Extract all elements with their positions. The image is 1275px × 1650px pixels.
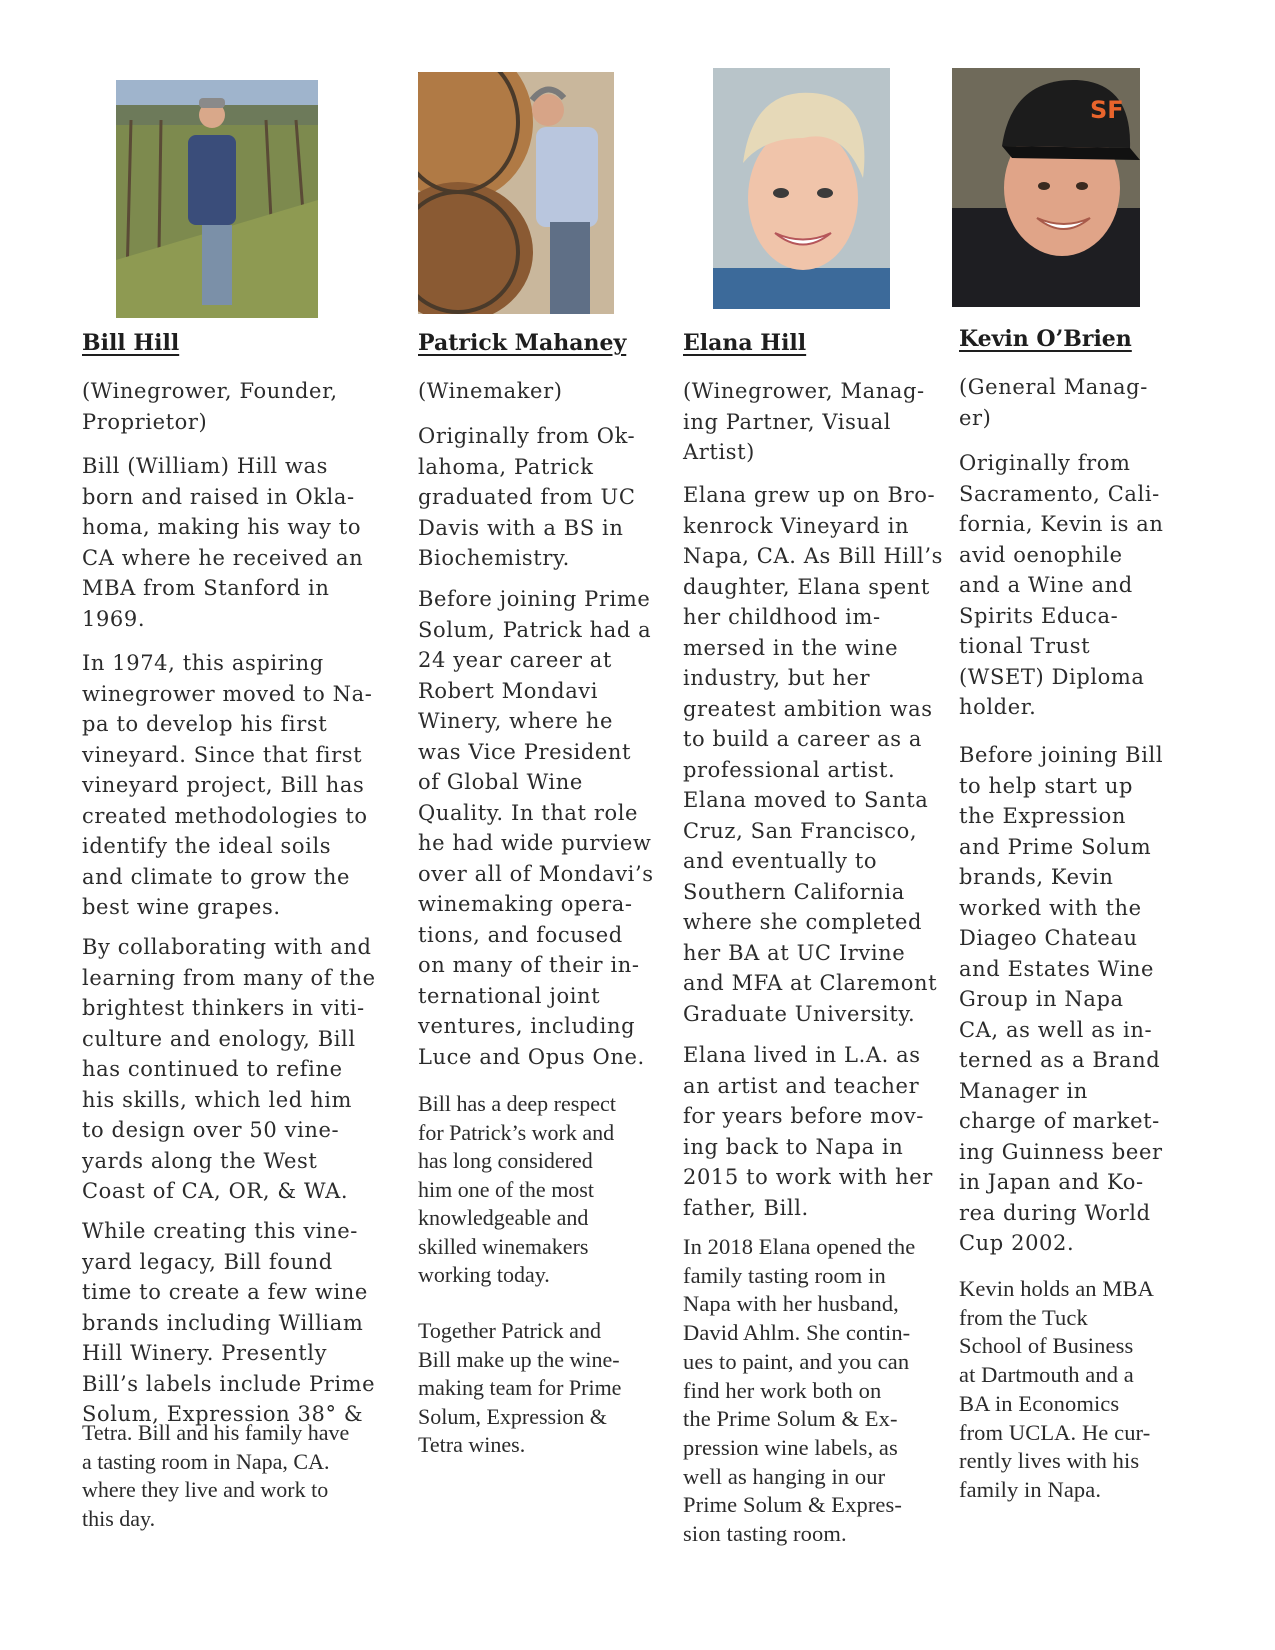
- elana-hill-bio-1: Elana grew up on Bro- kenrock Vineyard in Napa, CA. As Bill Hill’s daughter, Elana spent her childhood im- mersed in the wine industry, but her greatest ambition was to build a career as a professional artist. Elana moved to Santa Cruz, San Francisco, and eventually to Southern California where she completed her BA at UC Irvine and MFA at Claremont Graduate University.: [683, 483, 943, 1026]
- bill-hill-role: (Winegrower, Founder, Proprietor): [82, 379, 338, 434]
- patrick-mahaney-photo: [418, 72, 614, 314]
- person-name-elana-hill: Elana Hill: [683, 330, 807, 356]
- bill-hill-bio-4: While creating this vine- yard legacy, Bill found time to create a few wine brands including William Hill Winery. Presently Bill’s labels include Prime Solum, Expression 38° &: [82, 1219, 376, 1426]
- kevin-obrien-bio-1: Originally from Sacramento, Cali- fornia, Kevin is an avid oenophile and a Wine and Spirits Educa- tional Trust (WSET) Diploma holder.: [959, 451, 1164, 719]
- kevin-obrien-bio-3: Kevin holds an MBA from the Tuck School of Business at Dartmouth and a BA in Economics from UCLA. He cur- rently lives with his family in Napa.: [959, 1276, 1154, 1502]
- patrick-mahaney-bio-2: Before joining Prime Solum, Patrick had a 24 year career at Robert Mondavi Winery, where he was Vice President of Global Wine Quality. In that role he had wide purview over all of Mondavi’s winemaking opera- tions, and focused on many of their in- ternational joint ventures, including Luce and Opus One.: [418, 587, 654, 1069]
- elana-hill-role: (Winegrower, Manag- ing Partner, Visual Artist): [683, 379, 925, 464]
- bill-hill-bio-2: In 1974, this aspiring winegrower moved to Na- pa to develop his first vineyard. Since that first vineyard project, Bill has created methodologies to identify the ideal soils and climate to grow the best wine grapes.: [82, 651, 373, 919]
- person-name-kevin-obrien: Kevin O’Brien: [959, 326, 1132, 352]
- elana-hill-bio-2: Elana lived in L.A. as an artist and teacher for years before mov- ing back to Napa in 2015 to work with her father, Bill.: [683, 1043, 933, 1220]
- elana-hill-photo: [713, 68, 890, 309]
- patrick-mahaney-bio-4: Together Patrick and Bill make up the wine- making team for Prime Solum, Expression & Tetra wines.: [418, 1318, 622, 1457]
- kevin-obrien-role: (General Manag- er): [959, 375, 1148, 430]
- person-name-patrick-mahaney: Patrick Mahaney: [418, 330, 627, 356]
- svg-text:SF: SF: [1090, 96, 1124, 124]
- bill-hill-bio-1: Bill (William) Hill was born and raised in Okla- homa, making his way to CA where he received an MBA from Stanford in 1969.: [82, 454, 364, 631]
- kevin-obrien-photo: [952, 68, 1140, 307]
- kevin-obrien-bio-2: Before joining Bill to help start up the Expression and Prime Solum brands, Kevin worked with the Diageo Chateau and Estates Wine Group in Napa CA, as well as in- terned as a Brand Manager in charge of market- ing Guinness beer in Japan and Ko- rea during World Cup 2002.: [959, 743, 1164, 1255]
- elana-hill-bio-3: In 2018 Elana opened the family tasting room in Napa with her husband, David Ahlm. She contin- ues to paint, and you can find her work both on the Prime Solum & Ex- pression wine labels, as well as hanging in our Prime Solum & Expres- sion tasting room.: [683, 1234, 916, 1547]
- patrick-mahaney-bio-3: Bill has a deep respect for Patrick’s work and has long considered him one of the most knowledgeable and skilled winemakers working today.: [418, 1091, 616, 1287]
- patrick-mahaney-bio-1: Originally from Ok- lahoma, Patrick graduated from UC Davis with a BS in Biochemistry.: [418, 424, 636, 570]
- bill-hill-bio-5: Tetra. Bill and his family have a tasting room in Napa, CA. where they live and work to this day.: [82, 1420, 350, 1531]
- bill-hill-photo: [116, 80, 318, 318]
- patrick-mahaney-role: (Winemaker): [418, 379, 563, 403]
- person-name-bill-hill: Bill Hill: [82, 330, 180, 356]
- bill-hill-bio-3: By collaborating with and learning from many of the brightest thinkers in viti- culture and enology, Bill has continued to refine his skills, which led him to design over 50 vine- yards along the West Coast of CA, OR, & WA.: [82, 935, 376, 1203]
